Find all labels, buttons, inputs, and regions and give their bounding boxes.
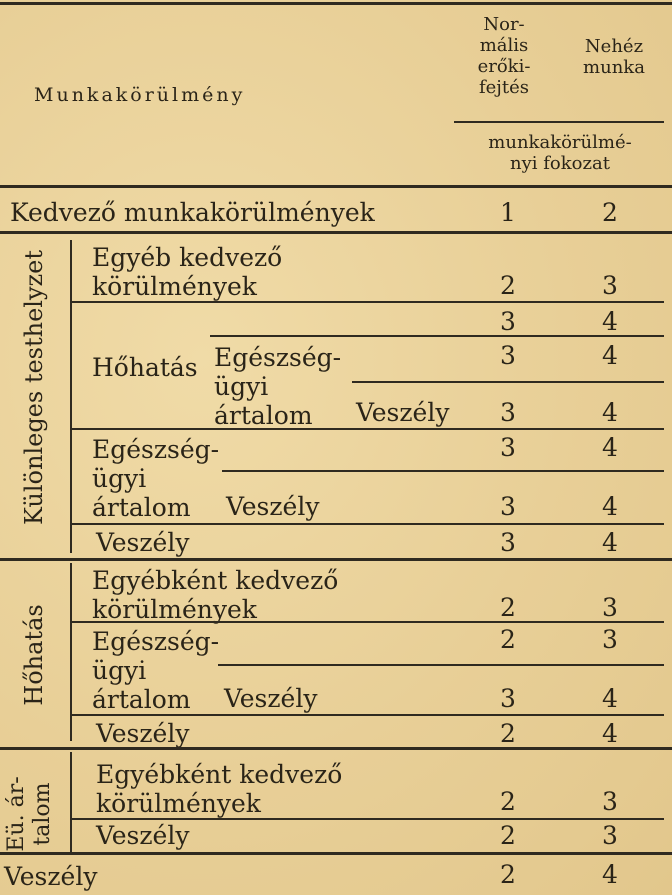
rule-ho-1 — [72, 621, 664, 623]
rule-kt-3 — [352, 381, 664, 383]
row-veszely-v2: 4 — [602, 860, 618, 889]
header-normalis: Nor- mális erőki- fejtés — [477, 14, 531, 98]
group-hohatas: Hőhatás — [20, 604, 48, 706]
header-fokozat: munkakörülmé- nyi fokozat — [488, 132, 632, 174]
row-ho-egyeb-v1: 2 — [500, 593, 516, 622]
header-sub-rule — [454, 121, 664, 123]
row-veszely-v1: 2 — [500, 860, 516, 889]
row-kt-hohatas-egesz-v2: 4 — [602, 341, 618, 370]
row-kt-egesz-label: Egészség- ügyi ártalom — [92, 435, 220, 522]
row-kt-veszely-v2: 4 — [602, 528, 618, 557]
group-eu: Eü. ár- talom — [4, 776, 55, 852]
row-ho-egesz-v2: 3 — [602, 625, 618, 654]
row-kt-hohatas-plain-v2: 4 — [602, 307, 618, 336]
row-ho-egesz-v1: 2 — [500, 625, 516, 654]
rule-ho-3 — [72, 714, 664, 716]
row-kt-veszely-v1: 3 — [500, 528, 516, 557]
row-ho-egesz-veszely-label: Veszély — [224, 684, 318, 713]
row-ho-veszely-v2: 4 — [602, 719, 618, 748]
row-ho-egyeb-label: Egyébként kedvező körülmények — [92, 566, 339, 624]
row-kedvezo-v1: 1 — [500, 198, 516, 227]
row-kt-hohatas-veszely-label: Veszély — [356, 398, 450, 427]
row-kt-hohatas-egesz-v1: 3 — [500, 341, 516, 370]
row-eu-veszely-v1: 2 — [500, 821, 516, 850]
row-kt-veszely-label: Veszély — [96, 528, 190, 557]
row-kt-egyeb-label: Egyéb kedvező körülmények — [92, 243, 283, 301]
row-ho-veszely-v1: 2 — [500, 719, 516, 748]
row-kt-egesz-v2: 4 — [602, 433, 618, 462]
rule-kt-4 — [72, 428, 664, 430]
group-kulonleges-bar — [70, 240, 72, 553]
row-ho-egesz-veszely-v1: 3 — [500, 684, 516, 713]
row-kt-egesz-veszely-v1: 3 — [500, 492, 516, 521]
rule-after-hohatas — [0, 747, 672, 750]
row-kt-egyeb-v2: 3 — [602, 271, 618, 300]
rule-after-kulonleges — [0, 558, 672, 561]
row-kt-hohatas-veszely-v1: 3 — [500, 398, 516, 427]
row-kt-egesz-veszely-v2: 4 — [602, 492, 618, 521]
row-eu-egyeb-v1: 2 — [500, 787, 516, 816]
row-kt-egyeb-v1: 2 — [500, 271, 516, 300]
rule-after-eu — [0, 852, 672, 855]
row-eu-veszely-label: Veszély — [96, 821, 190, 850]
row-eu-egyeb-v2: 3 — [602, 787, 618, 816]
row-ho-veszely-label: Veszély — [96, 719, 190, 748]
rule-kt-5 — [222, 470, 664, 472]
row-veszely-label: Veszély — [4, 862, 98, 891]
rule-after-kedvezo — [0, 231, 672, 234]
row-kt-egesz-v1: 3 — [500, 433, 516, 462]
row-kt-hohatas-egesz-label: Egészség- ügyi ártalom — [214, 343, 342, 430]
group-eu-bar — [70, 752, 72, 852]
row-kedvezo-label: Kedvező munkakörülmények — [10, 198, 375, 227]
row-eu-veszely-v2: 3 — [602, 821, 618, 850]
row-ho-egesz-label: Egészség- ügyi ártalom — [92, 627, 220, 714]
row-eu-egyeb-label: Egyébként kedvező körülmények — [96, 760, 343, 818]
rule-kt-2 — [210, 335, 664, 337]
rule-ho-2 — [218, 664, 664, 666]
row-ho-egesz-veszely-v2: 4 — [602, 684, 618, 713]
rule-kt-6 — [72, 523, 664, 525]
rule-kt-1 — [72, 301, 664, 303]
row-kt-hohatas-veszely-v2: 4 — [602, 398, 618, 427]
header-nehez: Nehéz munka — [583, 36, 645, 78]
row-kt-egesz-veszely-label: Veszély — [226, 492, 320, 521]
header-munkakorulmeny: Munkakörülmény — [34, 84, 246, 106]
row-kt-hohatas-plain-v1: 3 — [500, 307, 516, 336]
rule-eu-1 — [72, 818, 664, 820]
group-kulonleges: Különleges testhelyzet — [20, 249, 48, 525]
row-ho-egyeb-v2: 3 — [602, 593, 618, 622]
row-kedvezo-v2: 2 — [602, 198, 618, 227]
top-rule — [0, 2, 672, 5]
row-kt-hohatas-label: Hőhatás — [92, 353, 198, 382]
header-bottom-rule — [0, 185, 672, 188]
